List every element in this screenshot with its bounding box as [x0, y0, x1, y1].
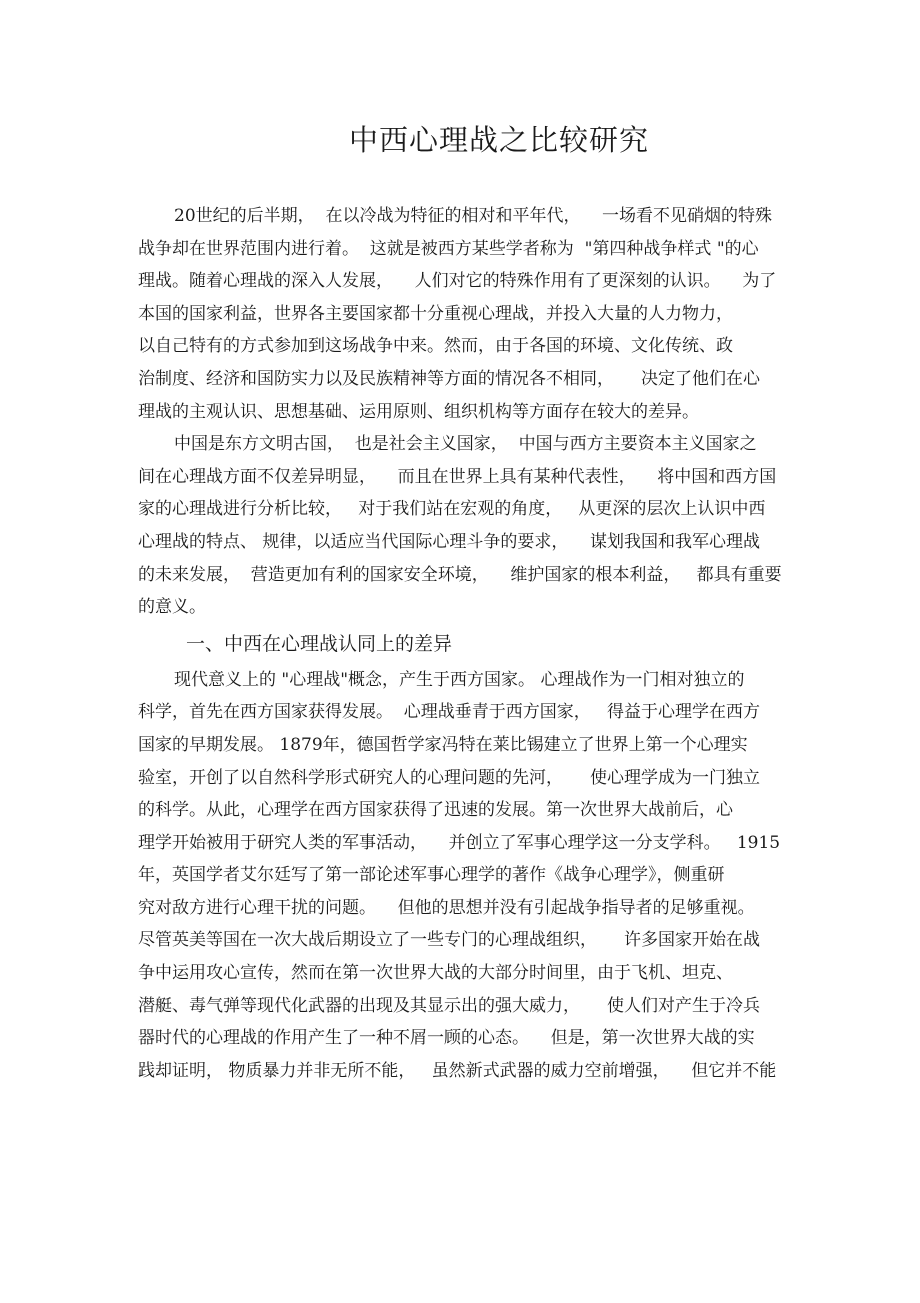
text-line: 现代意义上的 "心理战"概念，产生于西方国家。 心理战作为一门相对独立的 — [174, 669, 745, 690]
text-line: 尽管英美等国在一次大战后期设立了一些专门的心理战组织， 许多国家开始在战 — [138, 930, 761, 951]
text-line: 间在心理战方面不仅差异明显， 而且在世界上具有某种代表性， 将中国和西方国 — [138, 466, 777, 487]
text-line: 的科学。从此，心理学在西方国家获得了迅速的发展。第一次世界大战前后，心 — [138, 800, 733, 821]
text-line: 年，英国学者艾尔廷写了第一部论述军事心理学的著作《战争心理学》，侧重研 — [138, 865, 725, 886]
text-line: 中国是东方文明古国， 也是社会主义国家， 中国与西方主要资本主义国家之 — [174, 434, 757, 455]
text-line: 潜艇、毒气弹等现代化武器的出现及其显示出的强大威力， 使人们对产生于冷兵 — [138, 995, 761, 1016]
text-line: 心理战的特点、 规律，以适应当代国际心理斗争的要求， 谋划我国和我军心理战 — [138, 531, 761, 552]
text-line: 践却证明， 物质暴力并非无所不能， 虽然新式武器的威力空前增强， 但它并不能 — [138, 1060, 777, 1081]
text-line: 理学开始被用于研究人类的军事活动， 并创立了军事心理学这一分支学科。 1915 — [138, 832, 781, 853]
text-line: 理战的主观认识、思想基础、运用原则、组织机构等方面存在较大的差异。 — [138, 401, 699, 422]
text-line: 以自己特有的方式参加到这场战争中来。然而，由于各国的环境、文化传统、政 — [138, 336, 733, 357]
text-line: 战争却在世界范围内进行着。 这就是被西方某些学者称为 "第四种战争样式 "的心 — [138, 238, 759, 259]
document-title: 中西心理战之比较研究 — [348, 123, 649, 157]
section-heading: 一、中西在心理战认同上的差异 — [186, 632, 453, 655]
text-line: 科学，首先在西方国家获得发展。 心理战垂青于西方国家， 得益于心理学在西方 — [138, 702, 761, 723]
text-line: 争中运用攻心宣传，然而在第一次世界大战的大部分时间里，由于飞机、坦克、 — [138, 963, 733, 984]
text-line: 本国的国家利益，世界各主要国家都十分重视心理战，并投入大量的人力物力， — [138, 303, 733, 324]
text-line: 的意义。 — [138, 597, 206, 618]
paragraph-history — [138, 664, 788, 1088]
text-line: 理战。随着心理战的深入人发展， 人们对它的特殊作用有了更深刻的认识。 为了 — [138, 271, 777, 292]
text-line: 20世纪的后半期， 在以冷战为特征的相对和平年代， 一场看不见硝烟的特殊 — [174, 206, 773, 226]
text-line: 的未来发展， 营造更加有利的国家安全环境， 维护国家的根本利益， 都具有重要 — [138, 564, 782, 585]
paragraph-intro — [138, 200, 788, 428]
document-body — [138, 200, 788, 1087]
paragraph-significance — [138, 428, 788, 624]
text-line: 国家的早期发展。 1879年，德国哲学家冯特在莱比锡建立了世界上第一个心理实 — [138, 734, 748, 755]
text-line: 验室，开创了以自然科学形式研究人的心理问题的先河， 使心理学成为一门独立 — [138, 767, 761, 788]
text-line: 治制度、经济和国防实力以及民族精神等方面的情况各不相同， 决定了他们在心 — [138, 368, 761, 389]
text-line: 器时代的心理战的作用产生了一种不屑一顾的心态。 但是，第一次世界大战的实 — [138, 1028, 755, 1049]
text-line: 究对敌方进行心理干扰的问题。 但他的思想并没有引起战争指导者的足够重视。 — [138, 897, 755, 918]
text-line: 家的心理战进行分析比较， 对于我们站在宏观的角度， 从更深的层次上认识中西 — [138, 499, 766, 520]
